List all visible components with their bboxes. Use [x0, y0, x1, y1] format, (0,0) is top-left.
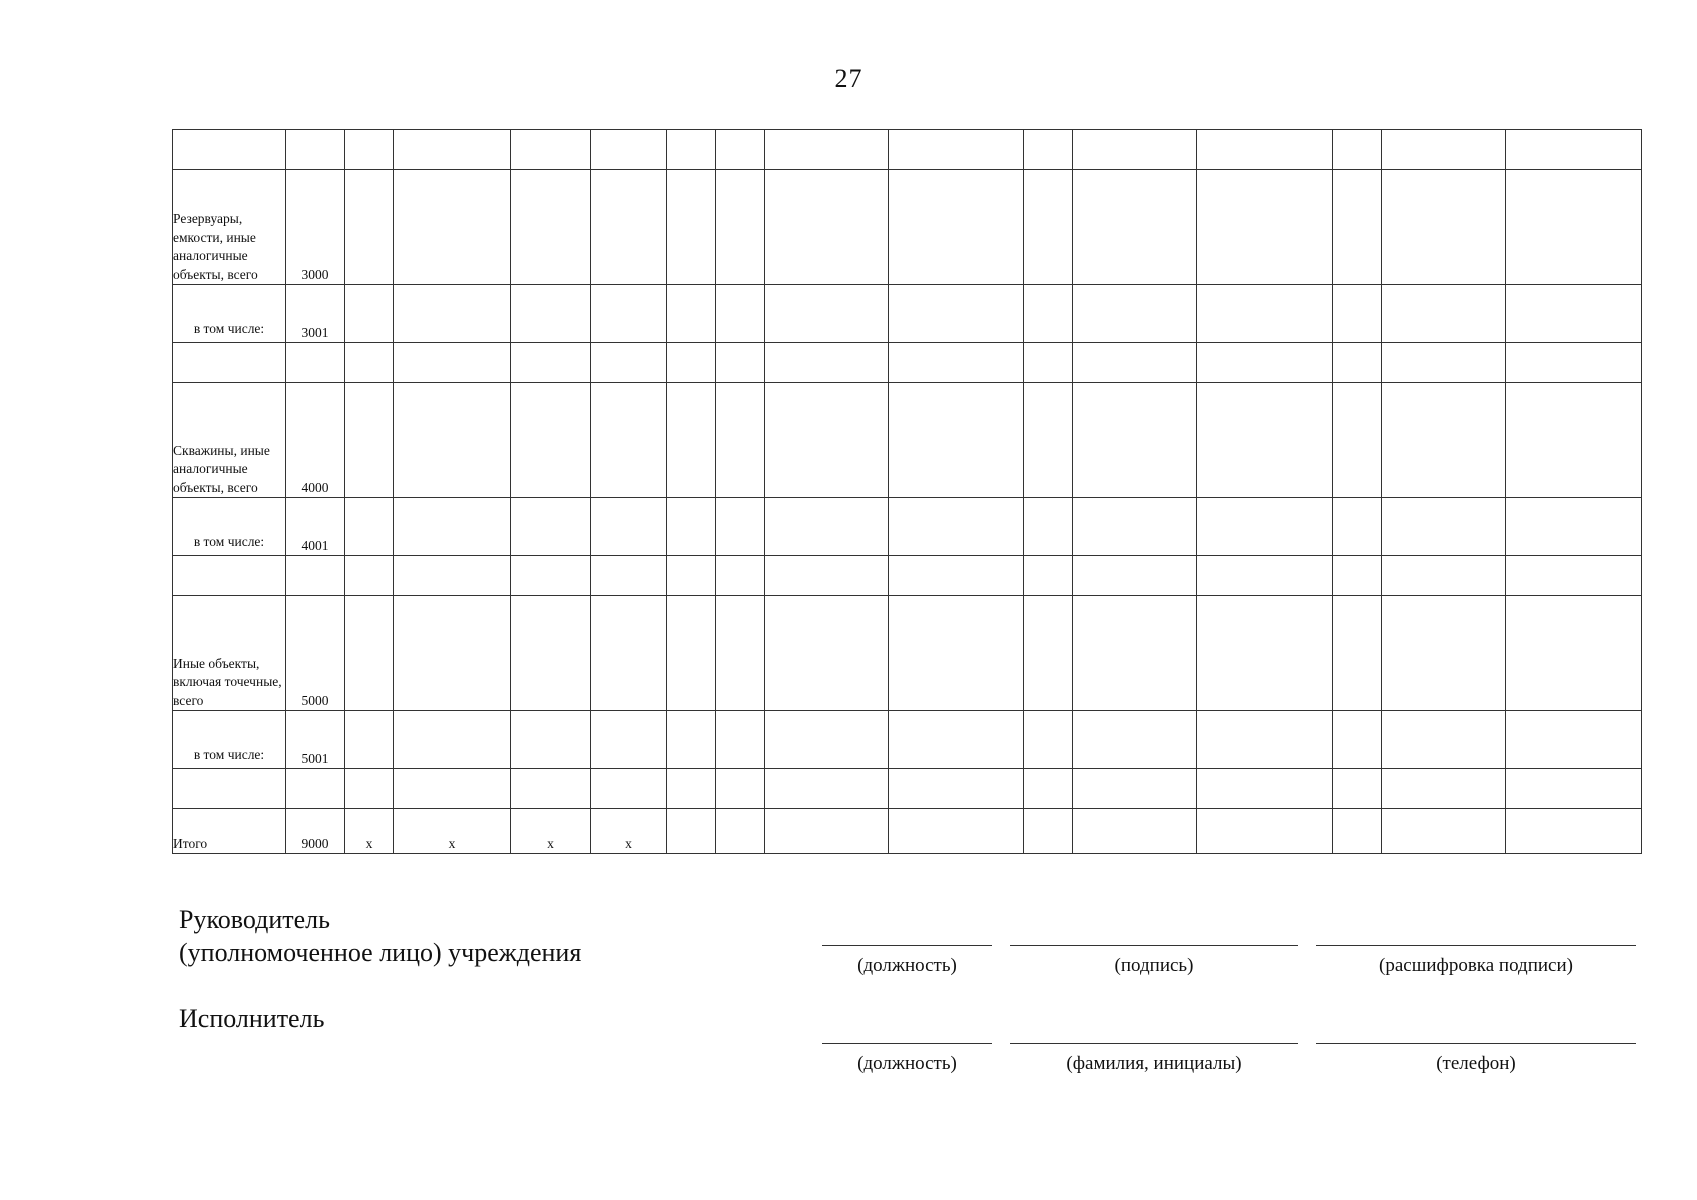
table-cell	[765, 285, 889, 343]
executor-position-line	[822, 1043, 992, 1044]
executor-phone-caption: (телефон)	[1436, 1053, 1516, 1074]
table-cell	[889, 170, 1024, 285]
head-position-caption: (должность)	[857, 955, 957, 976]
table-cell	[1024, 809, 1073, 854]
table-cell	[667, 711, 716, 769]
total-mark-cell: x	[591, 809, 667, 854]
page-number: 27	[834, 64, 863, 93]
table-cell	[716, 383, 765, 498]
table-cell	[394, 711, 511, 769]
table-cell	[511, 170, 591, 285]
executor-position-caption: (должность)	[857, 1053, 957, 1074]
row-code-cell: 9000	[286, 809, 345, 854]
table-cell	[667, 596, 716, 711]
table-cell	[1024, 556, 1073, 596]
table-cell	[345, 711, 394, 769]
table-cell	[1333, 498, 1382, 556]
table-body	[173, 130, 1642, 854]
table-row	[173, 809, 1642, 854]
table-cell	[591, 285, 667, 343]
table-cell	[1024, 769, 1073, 809]
table-cell	[1024, 130, 1073, 170]
table-cell	[1197, 170, 1333, 285]
table-cell	[286, 343, 345, 383]
row-code-cell: 3000	[286, 170, 345, 285]
table-cell	[345, 498, 394, 556]
table-cell	[394, 556, 511, 596]
head-label-line2: (уполномоченное лицо) учреждения	[179, 938, 582, 967]
table-cell	[1073, 809, 1197, 854]
table-cell	[1382, 769, 1506, 809]
table-cell	[394, 383, 511, 498]
table-cell	[889, 383, 1024, 498]
table-cell	[889, 343, 1024, 383]
table-cell	[1024, 343, 1073, 383]
table-cell	[889, 130, 1024, 170]
table-cell	[394, 170, 511, 285]
table-cell	[511, 285, 591, 343]
table-cell	[889, 596, 1024, 711]
table-cell	[286, 556, 345, 596]
table-cell	[1506, 498, 1642, 556]
table-cell	[1073, 383, 1197, 498]
table-cell	[765, 498, 889, 556]
table-cell	[1506, 343, 1642, 383]
table-cell	[1073, 596, 1197, 711]
table-row	[173, 383, 1642, 498]
executor-phone-line	[1316, 1043, 1636, 1044]
table-cell	[1333, 596, 1382, 711]
table-cell	[1333, 809, 1382, 854]
head-label	[179, 903, 581, 969]
head-signature-decoding-line	[1316, 945, 1636, 946]
table-cell	[1197, 130, 1333, 170]
table-cell	[511, 130, 591, 170]
table-cell	[286, 769, 345, 809]
table-cell	[1506, 556, 1642, 596]
table-cell	[765, 343, 889, 383]
table-cell	[716, 596, 765, 711]
table-cell	[1197, 596, 1333, 711]
table-cell	[345, 383, 394, 498]
head-decoding-caption: (расшифровка подписи)	[1379, 955, 1573, 976]
table-cell	[511, 383, 591, 498]
head-signature-caption: (подпись)	[1114, 955, 1194, 976]
table-cell	[511, 596, 591, 711]
table-cell	[889, 769, 1024, 809]
table-cell	[394, 498, 511, 556]
table-cell	[1073, 343, 1197, 383]
table-cell	[1024, 498, 1073, 556]
table-cell	[591, 596, 667, 711]
table-cell	[1333, 130, 1382, 170]
table-cell	[667, 285, 716, 343]
row-code-cell: 4000	[286, 383, 345, 498]
head-signature-line	[1010, 945, 1298, 946]
table-cell	[667, 498, 716, 556]
table-cell	[667, 130, 716, 170]
table-cell	[1382, 170, 1506, 285]
table-row-blank	[173, 556, 1642, 596]
table-cell	[1197, 498, 1333, 556]
table-cell	[716, 711, 765, 769]
table-cell	[1197, 383, 1333, 498]
table-cell	[716, 343, 765, 383]
executor-name-line	[1010, 1043, 1298, 1044]
table-row	[173, 498, 1642, 556]
table-cell	[1333, 285, 1382, 343]
table-cell	[1506, 170, 1642, 285]
table-cell	[1382, 383, 1506, 498]
table-cell	[765, 596, 889, 711]
table-cell	[511, 556, 591, 596]
table-cell	[765, 130, 889, 170]
total-mark-cell: x	[511, 809, 591, 854]
table-cell	[591, 130, 667, 170]
table-cell	[716, 285, 765, 343]
table-cell	[716, 809, 765, 854]
table-cell	[173, 130, 286, 170]
table-cell	[765, 769, 889, 809]
executor-label: Исполнитель	[179, 1004, 325, 1033]
table-cell	[394, 596, 511, 711]
table-cell	[591, 343, 667, 383]
table-cell	[765, 556, 889, 596]
table-cell	[1506, 383, 1642, 498]
table-cell	[716, 556, 765, 596]
executor-name-caption: (фамилия, инициалы)	[1066, 1053, 1242, 1074]
table-cell	[716, 170, 765, 285]
table-cell	[1197, 343, 1333, 383]
table-cell	[1024, 170, 1073, 285]
total-mark-cell: x	[394, 809, 511, 854]
table-cell	[1073, 769, 1197, 809]
table-cell	[394, 769, 511, 809]
table-cell	[765, 711, 889, 769]
table-cell	[667, 769, 716, 809]
table-cell	[173, 556, 286, 596]
table-cell	[173, 343, 286, 383]
head-position-line	[822, 945, 992, 946]
table-cell	[394, 343, 511, 383]
table-cell	[345, 285, 394, 343]
table-cell	[1197, 809, 1333, 854]
table-row	[173, 596, 1642, 711]
row-code-cell: 5000	[286, 596, 345, 711]
table-cell	[1382, 711, 1506, 769]
table-cell	[1382, 556, 1506, 596]
table-cell	[1382, 809, 1506, 854]
table-row	[173, 170, 1642, 285]
table-cell	[765, 170, 889, 285]
table-cell	[765, 809, 889, 854]
row-name-cell: в том числе:	[173, 711, 286, 769]
table-cell	[1197, 285, 1333, 343]
table-cell	[1073, 170, 1197, 285]
table-cell	[591, 498, 667, 556]
table-cell	[1197, 556, 1333, 596]
table-cell	[889, 556, 1024, 596]
row-name-cell: Иные объекты, включая точечные, всего	[173, 596, 286, 711]
table-cell	[1197, 711, 1333, 769]
table-cell	[1073, 130, 1197, 170]
table-cell	[1333, 769, 1382, 809]
table-cell	[889, 809, 1024, 854]
table-cell	[345, 556, 394, 596]
table-row-blank	[173, 769, 1642, 809]
table-cell	[667, 383, 716, 498]
row-name-cell: в том числе:	[173, 498, 286, 556]
total-mark-cell: x	[345, 809, 394, 854]
table-cell	[345, 170, 394, 285]
table-cell	[667, 809, 716, 854]
table-cell	[667, 556, 716, 596]
table-row	[173, 285, 1642, 343]
table-cell	[1506, 596, 1642, 711]
table-row	[173, 711, 1642, 769]
table-cell	[591, 711, 667, 769]
table-cell	[1073, 711, 1197, 769]
row-name-cell: в том числе:	[173, 285, 286, 343]
table-cell	[667, 170, 716, 285]
table-cell	[511, 498, 591, 556]
table-cell	[345, 343, 394, 383]
row-code-cell: 3001	[286, 285, 345, 343]
table-cell	[1333, 383, 1382, 498]
table-cell	[1333, 556, 1382, 596]
table-cell	[716, 498, 765, 556]
table-cell	[1382, 285, 1506, 343]
table-cell	[716, 769, 765, 809]
objects-table	[172, 129, 1642, 854]
table-cell	[591, 383, 667, 498]
table-row-blank	[173, 130, 1642, 170]
table-cell	[1333, 343, 1382, 383]
table-cell	[1024, 383, 1073, 498]
table-cell	[1382, 498, 1506, 556]
row-name-cell: Скважины, иные аналогичные объекты, всего	[173, 383, 286, 498]
table-cell	[1073, 498, 1197, 556]
table-cell	[889, 711, 1024, 769]
table-cell	[1073, 556, 1197, 596]
table-cell	[1506, 809, 1642, 854]
table-cell	[1024, 596, 1073, 711]
table-cell	[1382, 130, 1506, 170]
table-cell	[1506, 711, 1642, 769]
table-cell	[1197, 769, 1333, 809]
table-cell	[511, 343, 591, 383]
table-cell	[1382, 343, 1506, 383]
table-cell	[511, 769, 591, 809]
table-cell	[286, 130, 345, 170]
table-cell	[667, 343, 716, 383]
table-cell	[1382, 596, 1506, 711]
table-cell	[1333, 711, 1382, 769]
table-cell	[889, 498, 1024, 556]
table-cell	[345, 130, 394, 170]
table-cell	[1506, 130, 1642, 170]
row-code-cell: 5001	[286, 711, 345, 769]
table-cell	[591, 769, 667, 809]
table-cell	[1024, 285, 1073, 343]
table-cell	[345, 769, 394, 809]
table-cell	[591, 170, 667, 285]
table-cell	[345, 596, 394, 711]
head-label-line1: Руководитель	[179, 905, 330, 934]
table-cell	[716, 130, 765, 170]
table-row-blank	[173, 343, 1642, 383]
table-cell	[1506, 285, 1642, 343]
table-cell	[173, 769, 286, 809]
table-cell	[511, 711, 591, 769]
table-cell	[1024, 711, 1073, 769]
table-cell	[1073, 285, 1197, 343]
table-cell	[889, 285, 1024, 343]
table-cell	[394, 130, 511, 170]
row-code-cell: 4001	[286, 498, 345, 556]
table-cell	[591, 556, 667, 596]
table-cell	[1333, 170, 1382, 285]
row-name-cell: Резервуары, емкости, иные аналогичные объекты, всего	[173, 170, 286, 285]
table-cell	[765, 383, 889, 498]
table-cell	[394, 285, 511, 343]
table-cell	[1506, 769, 1642, 809]
row-name-cell: Итого	[173, 809, 286, 854]
